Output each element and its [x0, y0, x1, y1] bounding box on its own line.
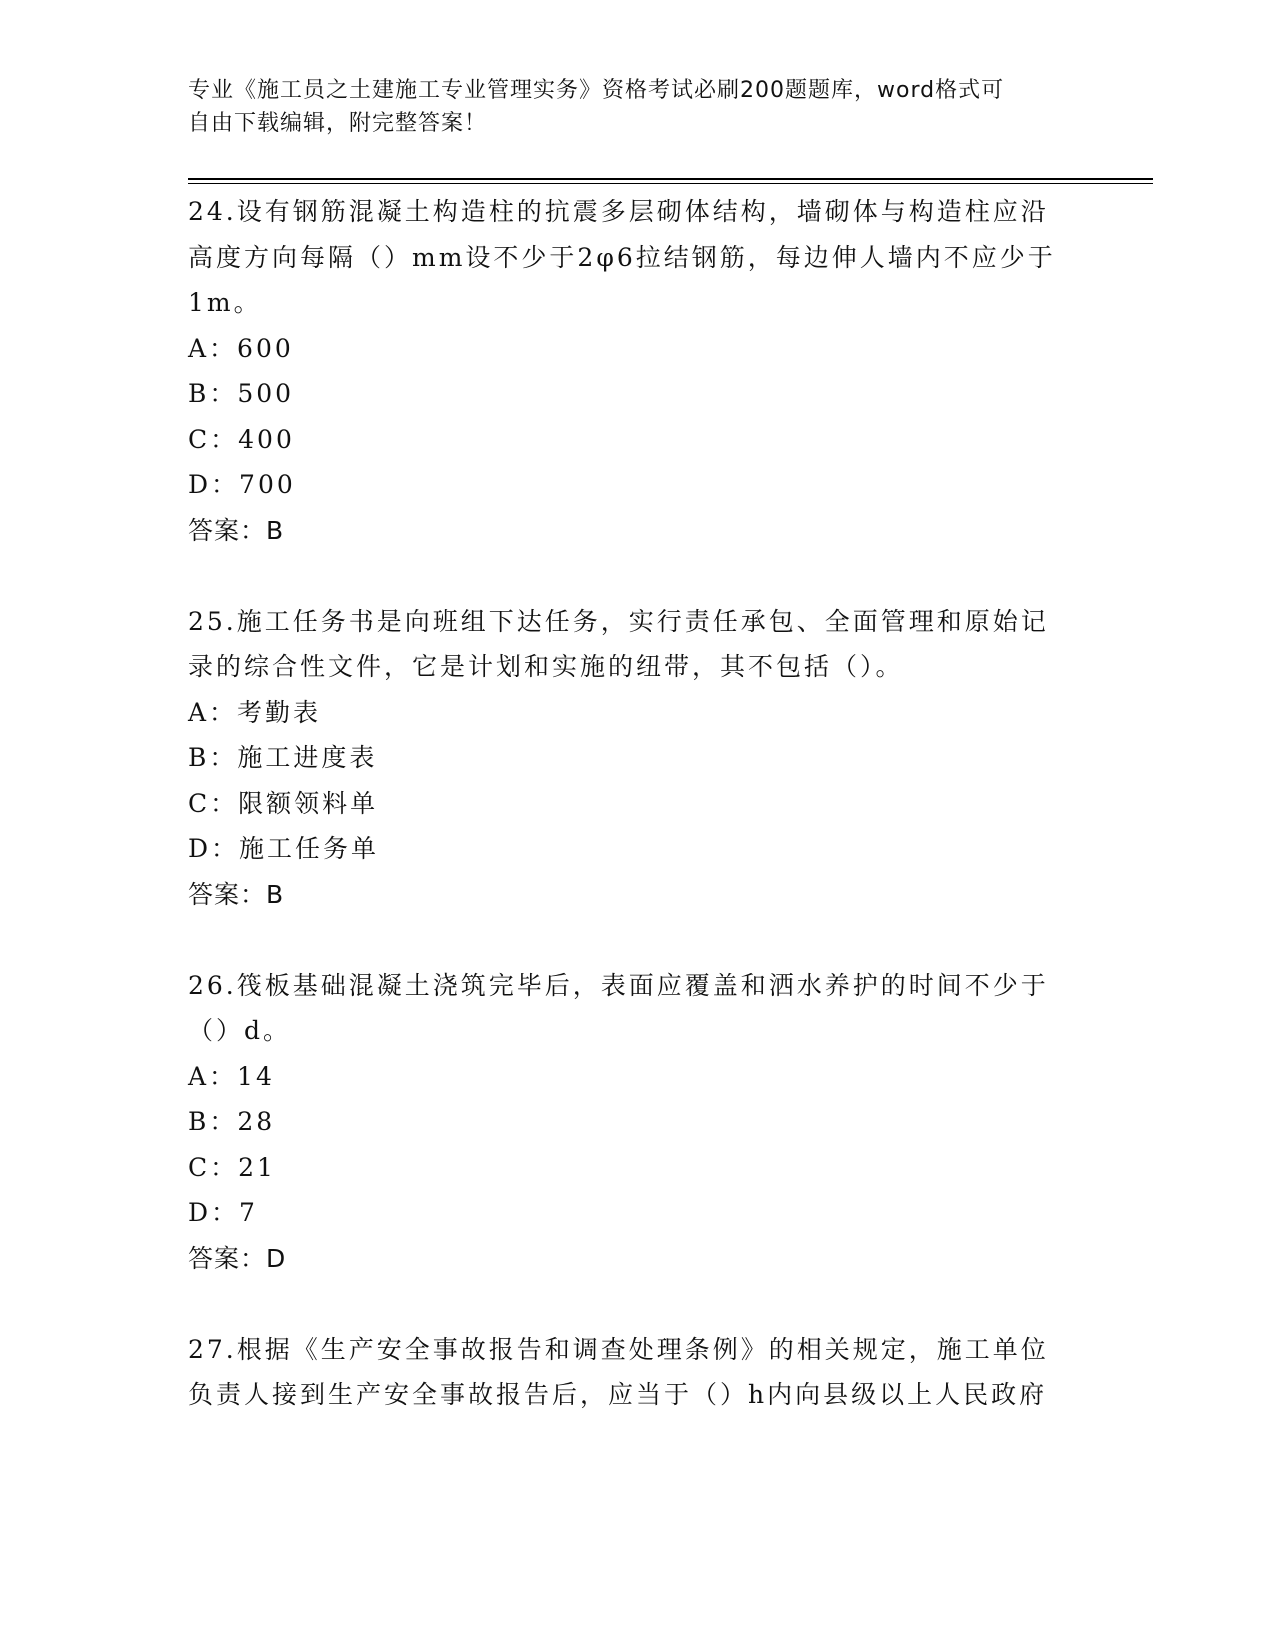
question-text-line: 24.设有钢筋混凝土构造柱的抗震多层砌体结构，墙砌体与构造柱应沿 — [188, 197, 1049, 226]
answer: 答案：D — [188, 1243, 287, 1273]
question-text-line: （）d。 — [188, 1016, 292, 1045]
question-24 — [188, 189, 1088, 553]
option-c: C：21 — [188, 1152, 276, 1182]
option-b: B：28 — [188, 1107, 276, 1136]
option-d: D：700 — [188, 470, 296, 499]
question-text-line: 25.施工任务书是向班组下达任务，实行责任承包、全面管理和原始记 — [188, 606, 1049, 636]
option-a: A：14 — [188, 1061, 275, 1091]
option-d: D：施工任务单 — [188, 834, 380, 863]
question-text-line: 26.筏板基础混凝土浇筑完毕后，表面应覆盖和洒水养护的时间不少于 — [188, 970, 1049, 1000]
question-text-line: 录的综合性文件，它是计划和实施的纽带，其不包括（）。 — [188, 652, 904, 681]
header-divider-thick — [188, 178, 1153, 180]
question-spacer — [188, 1281, 1088, 1327]
option-c: C：400 — [188, 424, 295, 454]
option-a: A：考勤表 — [188, 697, 322, 727]
header-title-line-2: 自由下载编辑，附完整答案！ — [188, 111, 488, 136]
answer: 答案：B — [188, 879, 285, 909]
option-b: B：施工进度表 — [188, 743, 378, 772]
question-26 — [188, 963, 1088, 1282]
question-27 — [188, 1327, 1088, 1418]
option-b: B：500 — [188, 379, 295, 408]
question-list — [188, 189, 1088, 1418]
question-spacer — [188, 917, 1088, 963]
question-text-line: 负责人接到生产安全事故报告后，应当于（）h内向县级以上人民政府 — [188, 1380, 1048, 1409]
document-header — [188, 74, 1088, 140]
header-divider-thin — [188, 183, 1153, 184]
option-a: A：600 — [188, 333, 294, 363]
question-text-line: 高度方向每隔（）mm设不少于2φ6拉结钢筋，每边伸人墙内不应少于 — [188, 242, 1056, 272]
header-title-line-1: 专业《施工员之土建施工专业管理实务》资格考试必刷200题题库，word格式可 — [188, 78, 1005, 103]
answer: 答案：B — [188, 515, 285, 545]
question-spacer — [188, 553, 1088, 599]
question-25 — [188, 599, 1088, 918]
option-c: C：限额领料单 — [188, 788, 379, 818]
question-text-line: 1m。 — [188, 288, 262, 317]
question-text-line: 27.根据《生产安全事故报告和调查处理条例》的相关规定，施工单位 — [188, 1334, 1049, 1364]
option-d: D：7 — [188, 1198, 258, 1227]
